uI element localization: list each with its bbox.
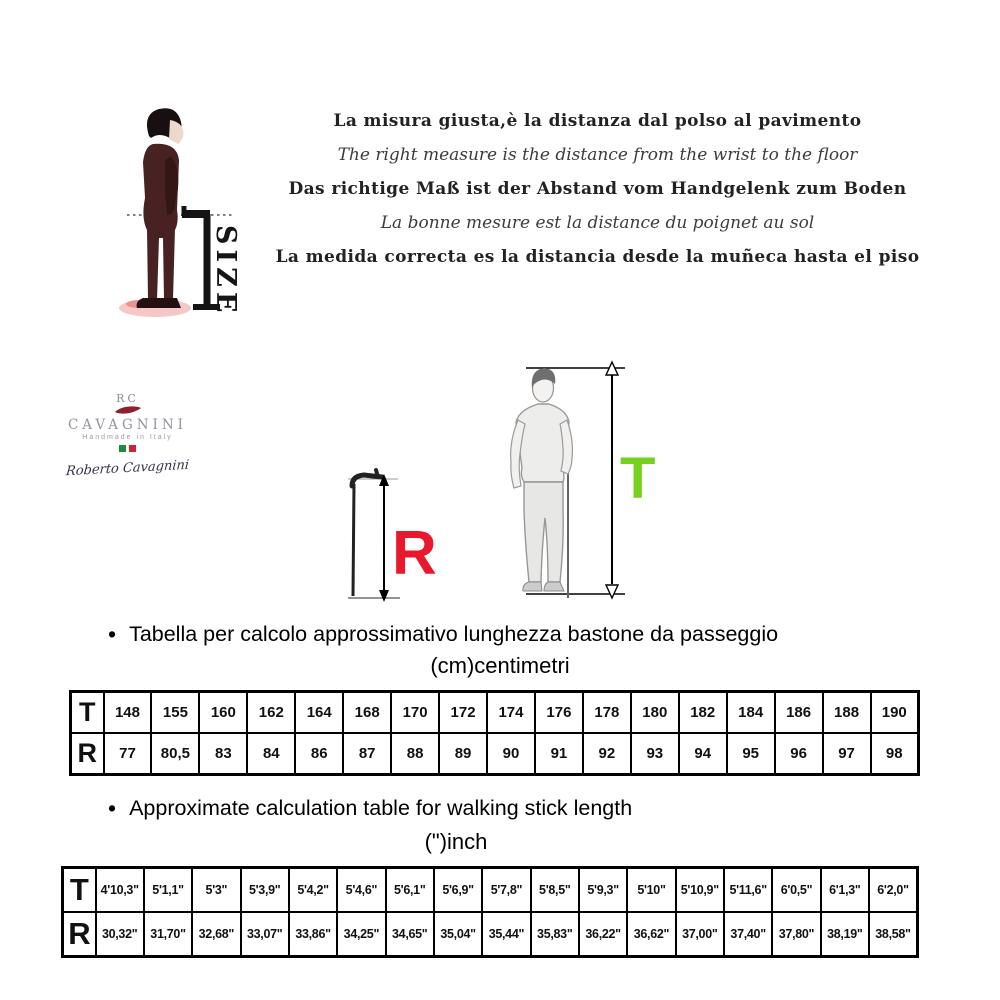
inch-t-value: 5'1,1"	[144, 868, 192, 913]
person-face	[169, 120, 183, 144]
inch-r-value: 37,40"	[724, 912, 772, 957]
arrowhead-down-icon	[379, 590, 389, 602]
cm-conversion-table	[69, 690, 920, 776]
inch-t-value: 5'4,6"	[337, 868, 385, 913]
inch-t-value: 5'7,8"	[482, 868, 530, 913]
cm-r-value: 84	[247, 733, 295, 775]
inch-r-value: 30,32"	[96, 912, 144, 957]
size-person-cane-drawing	[93, 98, 265, 320]
cm-t-value: 172	[439, 692, 487, 734]
size-illustration	[93, 98, 265, 320]
cm-table-caption	[108, 622, 778, 647]
cm-t-value: 188	[823, 692, 871, 734]
logo-signature: Roberto Cavagnini	[65, 457, 190, 480]
cm-r-value: 86	[295, 733, 343, 775]
inch-unit-label: (")inch	[424, 829, 488, 854]
inch-t-value: 5'9,3"	[579, 868, 627, 913]
inch-t-value: 5'10"	[627, 868, 675, 913]
inch-r-value: 37,80"	[772, 912, 820, 957]
inch-r-value: 34,25"	[337, 912, 385, 957]
inch-conversion-table	[61, 866, 919, 958]
cm-r-value: 94	[679, 733, 727, 775]
height-label-t: T	[620, 446, 656, 511]
cm-r-value: 98	[871, 733, 919, 775]
inch-r-value: 38,58"	[869, 912, 918, 957]
person-measure-drawing	[480, 358, 660, 608]
inch-t-value: 6'1,3"	[821, 868, 869, 913]
cm-r-value: 91	[535, 733, 583, 775]
flag-red-square	[129, 445, 136, 452]
bullet-icon: •	[108, 621, 117, 647]
instruction-german: Das richtige Maß ist der Abstand vom Handgelenk zum Boden	[288, 179, 907, 199]
cm-r-value: 88	[391, 733, 439, 775]
cm-r-value: 83	[199, 733, 247, 775]
row-label-r: R	[71, 733, 104, 775]
cm-t-value: 164	[295, 692, 343, 734]
cm-r-value: 90	[487, 733, 535, 775]
inch-t-value: 5'6,9"	[434, 868, 482, 913]
cm-t-value: 176	[535, 692, 583, 734]
cm-t-value: 174	[487, 692, 535, 734]
inch-r-value: 35,04"	[434, 912, 482, 957]
inch-r-value: 35,83"	[531, 912, 579, 957]
inch-r-value: 36,22"	[579, 912, 627, 957]
cm-r-value: 92	[583, 733, 631, 775]
cm-r-value: 87	[343, 733, 391, 775]
inch-r-value: 33,86"	[289, 912, 337, 957]
inch-stick-row	[63, 912, 918, 957]
cm-t-value: 170	[391, 692, 439, 734]
man-left-shoe	[523, 582, 542, 591]
inch-r-value: 32,68"	[192, 912, 240, 957]
instruction-french: La bonne mesure est la distance du poignet au sol	[380, 213, 815, 233]
cm-t-value: 182	[679, 692, 727, 734]
logo-initials: RC	[116, 392, 139, 405]
inch-r-value: 37,00"	[676, 912, 724, 957]
arrowhead-down-icon	[606, 585, 618, 598]
inch-r-value: 35,44"	[482, 912, 530, 957]
instruction-spanish: La medida correcta es la distancia desde la muñeca hasta el piso	[275, 247, 920, 267]
logo-brand-name: CAVAGNINI	[67, 417, 188, 433]
row-label-t: T	[63, 868, 96, 913]
cm-t-value: 180	[631, 692, 679, 734]
inch-r-value: 33,07"	[241, 912, 289, 957]
inch-caption-text: Approximate calculation table for walking stick length	[129, 796, 633, 820]
cm-t-value: 190	[871, 692, 919, 734]
row-label-r: R	[63, 912, 96, 957]
cm-r-value: 77	[104, 733, 152, 775]
inch-t-value: 4'10,3"	[96, 868, 144, 913]
cm-t-value: 178	[583, 692, 631, 734]
row-label-t: T	[71, 692, 104, 734]
man-pants	[524, 482, 563, 582]
stick-length-diagram	[338, 462, 468, 612]
inch-t-value: 5'3"	[192, 868, 240, 913]
italian-flag-icon	[50, 445, 205, 452]
inch-t-value: 5'11,6"	[724, 868, 772, 913]
cm-height-row	[71, 692, 919, 734]
cm-caption-text: Tabella per calcolo approssimativo lunghezza bastone da passeggio	[129, 622, 779, 646]
instruction-text-block	[275, 112, 920, 282]
cm-t-value: 155	[151, 692, 199, 734]
flag-green-square	[119, 445, 126, 452]
cm-r-value: 96	[775, 733, 823, 775]
inch-t-value: 5'8,5"	[531, 868, 579, 913]
instruction-english: The right measure is the distance from the wrist to the floor	[337, 145, 858, 165]
inch-t-value: 5'3,9"	[241, 868, 289, 913]
cm-t-value: 168	[343, 692, 391, 734]
inch-t-value: 6'0,5"	[772, 868, 820, 913]
person-height-diagram	[480, 358, 660, 608]
cm-r-value: 97	[823, 733, 871, 775]
person-legs	[147, 228, 175, 300]
stick-measure-drawing	[338, 462, 468, 612]
inch-r-value: 38,19"	[821, 912, 869, 957]
inch-t-value: 5'10,9"	[676, 868, 724, 913]
inch-height-row	[63, 868, 918, 913]
inch-t-value: 5'6,1"	[386, 868, 434, 913]
cm-t-value: 184	[727, 692, 775, 734]
cm-t-value: 160	[199, 692, 247, 734]
cm-stick-row	[71, 733, 919, 775]
cm-r-value: 95	[727, 733, 775, 775]
logo-tagline: Handmade in Italy	[82, 434, 173, 441]
stick-handle-nub	[376, 470, 378, 477]
cm-t-value: 162	[247, 692, 295, 734]
inch-r-value: 36,62"	[627, 912, 675, 957]
cm-r-value: 89	[439, 733, 487, 775]
cm-r-value: 80,5	[151, 733, 199, 775]
inch-r-value: 34,65"	[386, 912, 434, 957]
inch-table-caption	[108, 796, 632, 821]
stick-shaft	[353, 484, 354, 596]
logo-swoosh-icon	[113, 406, 143, 415]
instruction-italian: La misura giusta,è la distanza dal polso al pavimento	[333, 111, 862, 131]
stick-length-label-r: R	[392, 519, 437, 588]
cm-r-value: 93	[631, 733, 679, 775]
inch-r-value: 31,70"	[144, 912, 192, 957]
cm-unit-label: (cm)centimetri	[430, 653, 570, 678]
inch-t-value: 6'2,0"	[869, 868, 918, 913]
man-right-shoe	[544, 582, 564, 591]
size-label: SIZE	[210, 225, 241, 318]
person-shoe-front	[153, 298, 181, 308]
bullet-icon: •	[108, 795, 117, 821]
inch-t-value: 5'4,2"	[289, 868, 337, 913]
brand-logo	[50, 392, 205, 480]
cm-t-value: 148	[104, 692, 152, 734]
cm-t-value: 186	[775, 692, 823, 734]
